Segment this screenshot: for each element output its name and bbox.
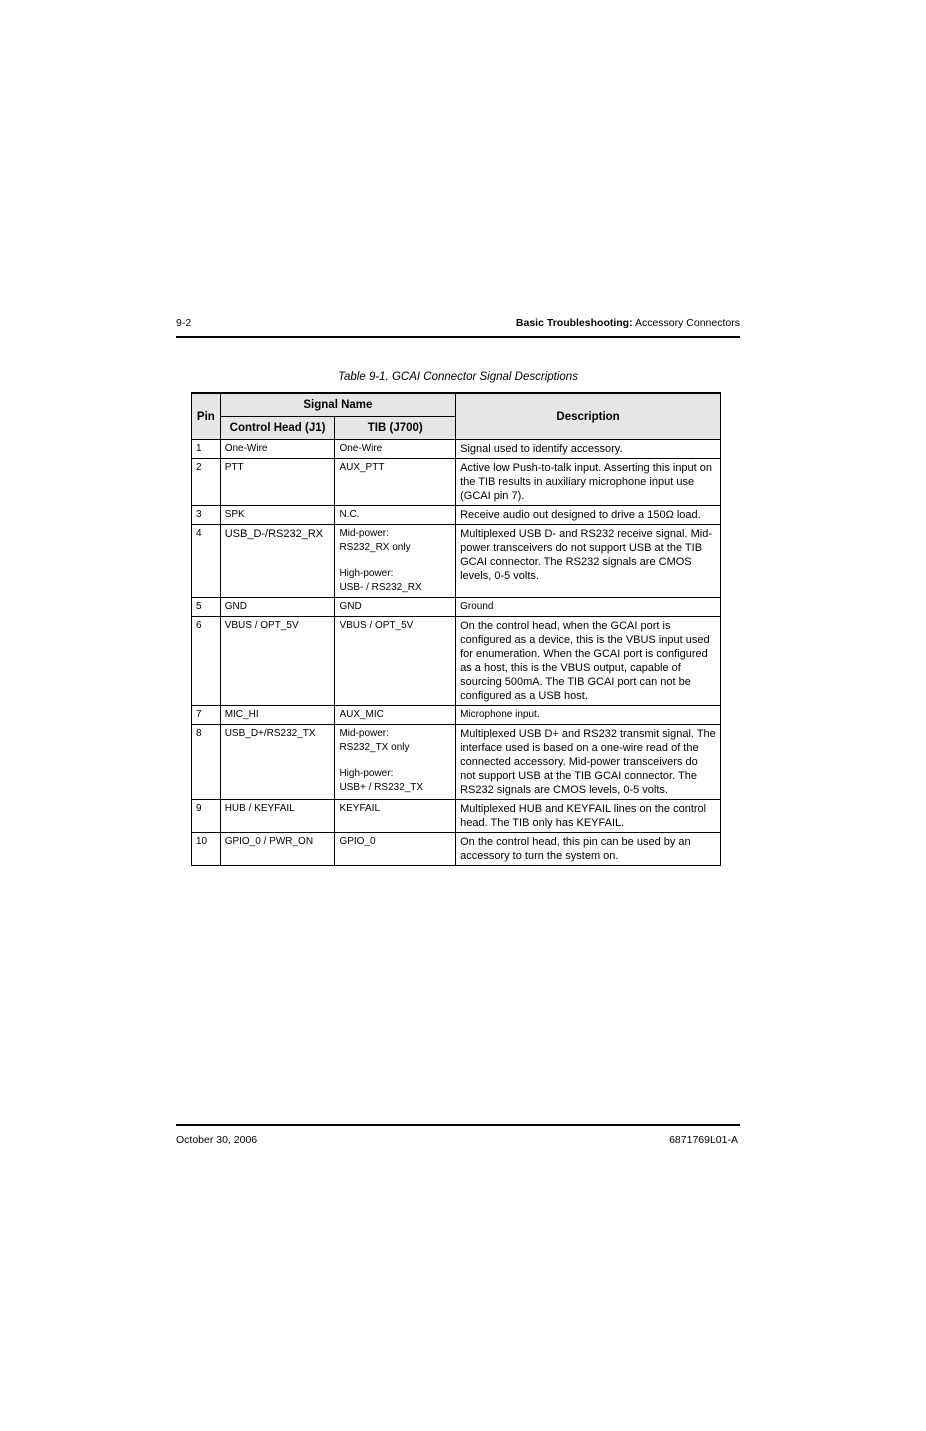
table-body — [192, 440, 721, 866]
table-row — [192, 617, 721, 706]
table-row — [192, 459, 721, 506]
table-row — [192, 440, 721, 459]
table-row — [192, 833, 721, 866]
table-row — [192, 506, 721, 525]
header-description: Description — [456, 393, 721, 440]
tib-line: VBUS / OPT_5V — [339, 620, 414, 631]
cell-control-head: HUB / KEYFAIL — [220, 800, 335, 833]
cell-description: Microphone input. — [456, 706, 721, 725]
table-row — [192, 725, 721, 800]
tib-line: Mid-power: — [339, 528, 389, 539]
cell-description: Multiplexed USB D+ and RS232 transmit signal. The interface used is based on a one-wire read of the connected accessory. Mid-power transceivers do not support USB at the TIB GCAI connector. The RS232 signals are CMOS levels, 0-5 volts. — [456, 725, 721, 800]
tib-line: GND — [339, 601, 362, 612]
cell-description: Signal used to identify accessory. — [456, 440, 721, 459]
header-tib: TIB (J700) — [335, 417, 456, 440]
cell-pin: 4 — [192, 525, 221, 598]
cell-description: Receive audio out designed to drive a 150Ω load. — [456, 506, 721, 525]
page-number: 9-2 — [176, 317, 192, 329]
table-caption — [0, 371, 926, 383]
tib-line: Mid-power: — [339, 728, 389, 739]
running-title — [516, 317, 740, 329]
table-row — [192, 525, 721, 598]
header-control-head: Control Head (J1) — [220, 417, 335, 440]
tib-line: High-power: — [339, 768, 394, 779]
cell-description: On the control head, when the GCAI port is configured as a device, this is the VBUS input used for enumeration. When the GCAI port is configured as a host, this is the VBUS output, capable of sourcing 500mA. The TIB GCAI port can not be configured as a USB host. — [456, 617, 721, 706]
tib-line — [339, 555, 451, 567]
cell-control-head: USB_D+/RS232_TX — [220, 725, 335, 800]
cell-tib — [335, 525, 456, 598]
tib-line: High-power: — [339, 568, 394, 579]
cell-pin: 3 — [192, 506, 221, 525]
running-title-subsection: Accessory Connectors — [632, 317, 740, 329]
gcai-signal-table — [191, 392, 721, 866]
page-header — [176, 314, 740, 338]
tib-line: One-Wire — [339, 443, 383, 454]
tib-line — [339, 755, 451, 767]
tib-line: AUX_MIC — [339, 709, 384, 720]
tib-line: USB- / RS232_RX — [339, 582, 422, 593]
cell-control-head: USB_D-/RS232_RX — [220, 525, 335, 598]
header-pin: Pin — [192, 393, 221, 440]
cell-pin: 7 — [192, 706, 221, 725]
cell-tib — [335, 506, 456, 525]
cell-control-head: SPK — [220, 506, 335, 525]
cell-tib — [335, 725, 456, 800]
tib-line: N.C. — [339, 509, 360, 520]
cell-pin: 6 — [192, 617, 221, 706]
tib-line: RS232_TX only — [339, 742, 410, 753]
cell-control-head: VBUS / OPT_5V — [220, 617, 335, 706]
table-row — [192, 800, 721, 833]
cell-tib — [335, 617, 456, 706]
cell-control-head: PTT — [220, 459, 335, 506]
page-footer — [176, 1124, 740, 1148]
tib-line: KEYFAIL — [339, 803, 381, 814]
cell-description: Active low Push-to-talk input. Asserting this input on the TIB results in auxiliary microphone input use (GCAI pin 7). — [456, 459, 721, 506]
cell-pin: 8 — [192, 725, 221, 800]
cell-description: Multiplexed USB D- and RS232 receive signal. Mid-power transceivers do not support USB at the TIB GCAI connector. The RS232 signals are CMOS levels, 0-5 volts. — [456, 525, 721, 598]
tib-line: GPIO_0 — [339, 836, 376, 847]
cell-tib — [335, 459, 456, 506]
cell-pin: 5 — [192, 598, 221, 617]
cell-control-head: MIC_HI — [220, 706, 335, 725]
tib-line: RS232_RX only — [339, 542, 411, 553]
tib-line: USB+ / RS232_TX — [339, 782, 424, 793]
cell-tib — [335, 833, 456, 866]
cell-control-head: One-Wire — [220, 440, 335, 459]
cell-tib — [335, 800, 456, 833]
cell-tib — [335, 440, 456, 459]
cell-description: Multiplexed HUB and KEYFAIL lines on the control head. The TIB only has KEYFAIL. — [456, 800, 721, 833]
cell-pin: 2 — [192, 459, 221, 506]
footer-document-number: 6871769L01-A — [669, 1134, 738, 1146]
cell-control-head: GPIO_0 / PWR_ON — [220, 833, 335, 866]
cell-tib — [335, 706, 456, 725]
tib-line: AUX_PTT — [339, 462, 385, 473]
cell-pin: 10 — [192, 833, 221, 866]
running-title-section: Basic Troubleshooting: — [515, 317, 633, 329]
cell-pin: 9 — [192, 800, 221, 833]
cell-pin: 1 — [192, 440, 221, 459]
cell-description: On the control head, this pin can be used by an accessory to turn the system on. — [456, 833, 721, 866]
table-row — [192, 598, 721, 617]
cell-tib — [335, 598, 456, 617]
header-signal-name: Signal Name — [220, 393, 455, 417]
table-row — [192, 706, 721, 725]
table-caption-text: Table 9-1. GCAI Connector Signal Descriptions — [338, 371, 578, 383]
cell-control-head: GND — [220, 598, 335, 617]
footer-date: October 30, 2006 — [176, 1134, 258, 1146]
cell-description: Ground — [456, 598, 721, 617]
